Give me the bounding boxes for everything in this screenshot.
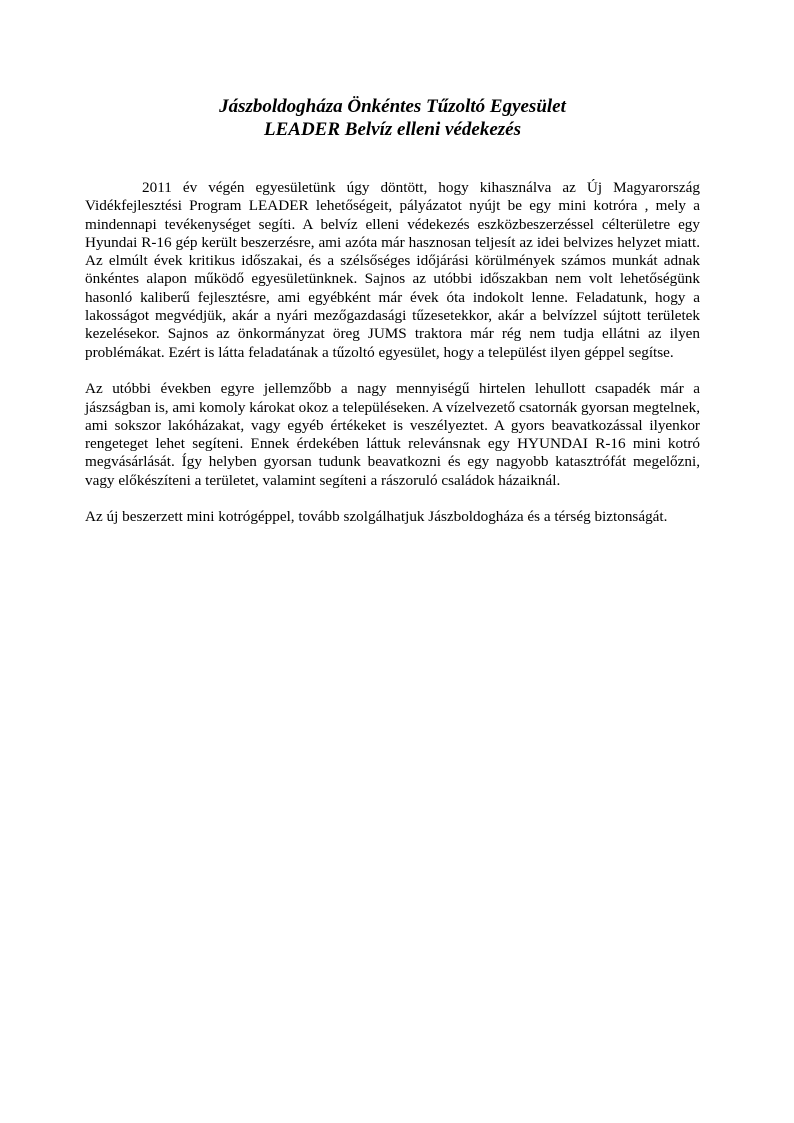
paragraph-rainfall: Az utóbbi években egyre jellemzőbb a nagy mennyiségű hirtelen lehullott csapadék már a jászságban is, ami komoly károkat okoz a településeken. A vízelvezető csatornák gyorsan megtelnek, ami sokszor lakóházakat, vagy egyéb értékeket is veszélyeztet. A gyors beavatkozással ilyenkor rengeteget lehet segíteni. Ennek érdekében láttuk relevánsnak egy HYUNDAI R-16 mini kotró megvásárlását. Így helyben gyorsan tudunk beavatkozni és egy nagyobb katasztrófát megelőzni, vagy előkészíteni a területet, valamint segíteni a rászoruló családok házaiknál. [85, 380, 700, 489]
paragraph-conclusion: Az új beszerzett mini kotrógéppel, tovább szolgálhatjuk Jászboldogháza és a térség biztonságát. [85, 508, 668, 526]
document-body [85, 179, 700, 527]
title-line-organization: Jászboldogháza Önkéntes Tűzoltó Egyesület [219, 96, 566, 117]
title-line-project: LEADER Belvíz elleni védekezés [264, 119, 521, 140]
document-title [85, 95, 700, 141]
document-page [85, 95, 700, 545]
paragraph-intro: 2011 év végén egyesületünk úgy döntött, hogy kihasználva az Új Magyarország Vidékfejlesztési Program LEADER lehetőségeit, pályázatot nyújt be egy mini kotróra , mely a mindennapi tevékenységet segíti. A belvíz elleni védekezés eszközbeszerzéssel célterületre egy Hyundai R-16 gép került beszerzésre, ami azóta már hasznosan teljesít az idei belvizes helyzet miatt. Az elmúlt évek kritikus időszakai, és a szélsőséges időjárási körülmények számos munkát adnak önkéntes alapon működő egyesületünknek. Sajnos az utóbbi időszakban nem volt lehetőségünk hasonló kaliberű fejlesztésre, ami egyébként már évek óta indokolt lenne. Feladatunk, hogy a lakosságot megvédjük, akár a nyári mezőgazdasági tűzesetekkor, akár a belvízzel sújtott területek kezelésekor. Sajnos az önkormányzat öreg JUMS traktora már rég nem tudja ellátni az ilyen problémákat. Ezért is látta feladatának a tűzoltó egyesület, hogy a települést ilyen géppel segítse. [85, 179, 700, 361]
